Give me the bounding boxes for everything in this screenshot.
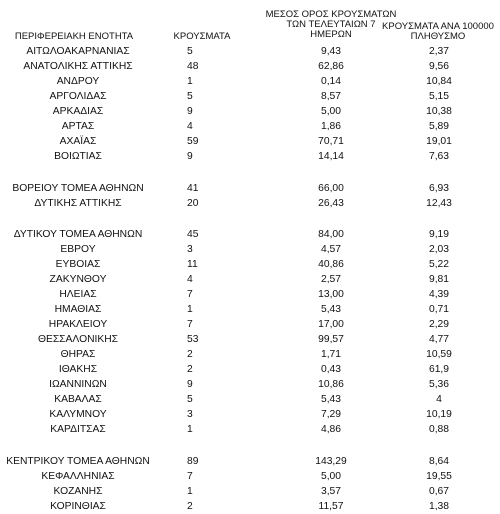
cell-7day-average: 0,14 — [320, 76, 342, 87]
cell-per-100k: 2,03 — [428, 244, 450, 255]
table-row — [0, 332, 500, 347]
table-row — [0, 149, 500, 164]
cell-region: ΑΙΤΩΛΟΑΚΑΡΝΑΝΙΑΣ — [26, 46, 130, 57]
table-row — [0, 44, 500, 59]
cell-cases: 5 — [187, 91, 193, 102]
cell-per-100k: 61,9 — [428, 364, 450, 375]
cell-per-100k: 0,71 — [428, 304, 450, 315]
table-row — [0, 454, 500, 469]
table-row — [0, 302, 500, 317]
cell-cases: 1 — [187, 76, 193, 87]
cell-cases: 9 — [187, 379, 193, 390]
cell-cases: 53 — [187, 334, 199, 345]
cell-region: ΑΡΚΑΔΙΑΣ — [52, 106, 104, 117]
table-row — [0, 104, 500, 119]
header-avg-line-2: ΤΩΝ ΤΕΛΕΥΤΑΙΩΝ 7 — [286, 19, 376, 30]
cell-7day-average: 66,00 — [318, 182, 344, 194]
cell-region: ΕΥΒΟΙΑΣ — [55, 259, 101, 270]
cell-cases: 41 — [187, 182, 199, 194]
table-row — [0, 377, 500, 392]
table-row — [0, 347, 500, 362]
cell-7day-average: 13,00 — [318, 289, 344, 300]
table-row — [0, 484, 500, 499]
cell-per-100k: 0,88 — [428, 424, 450, 435]
cell-cases: 5 — [187, 46, 193, 57]
cell-7day-average: 2,57 — [320, 274, 342, 285]
cell-cases: 2 — [187, 500, 193, 512]
cell-cases: 7 — [187, 319, 193, 330]
table-row — [0, 119, 500, 134]
cell-cases: 7 — [187, 289, 193, 300]
cell-cases: 20 — [187, 197, 199, 209]
cell-region: ΚΕΦΑΛΛΗΝΙΑΣ — [41, 470, 115, 482]
cell-region: ΚΑΒΑΛΑΣ — [54, 394, 102, 405]
cell-per-100k: 19,01 — [426, 136, 452, 147]
table-row — [0, 242, 500, 257]
cell-region: ΒΟΡΕΙΟΥ ΤΟΜΕΑ ΑΘΗΝΩΝ — [12, 182, 144, 194]
table-row — [0, 89, 500, 104]
cell-region: ΚΟΡΙΝΘΙΑΣ — [50, 500, 106, 512]
cell-region: ΔΥΤΙΚΟΥ ΤΟΜΕΑ ΑΘΗΝΩΝ — [13, 229, 143, 240]
table-row — [0, 74, 500, 89]
cell-per-100k: 2,37 — [428, 46, 450, 57]
header-avg-line-1: ΜΕΣΟΣ ΟΡΟΣ ΚΡΟΥΣΜΑΤΩΝ — [265, 9, 397, 20]
cell-7day-average: 14,14 — [318, 151, 344, 162]
cell-region: ΚΟΖΑΝΗΣ — [53, 485, 103, 497]
header-per-100k — [372, 22, 500, 42]
cell-region: ΙΘΑΚΗΣ — [58, 364, 98, 375]
cell-region: ΚΑΛΥΜΝΟΥ — [49, 409, 107, 420]
header-cases — [152, 32, 252, 42]
table-row — [0, 469, 500, 484]
cell-per-100k: 10,38 — [426, 106, 452, 117]
cell-7day-average: 26,43 — [318, 197, 344, 209]
cell-7day-average: 40,86 — [318, 259, 344, 270]
cell-cases: 3 — [187, 409, 193, 420]
cell-7day-average: 5,43 — [320, 304, 342, 315]
table-row — [0, 422, 500, 437]
cell-cases: 1 — [187, 424, 193, 435]
cell-7day-average: 9,43 — [320, 46, 342, 57]
cell-per-100k: 10,19 — [426, 409, 452, 420]
cell-per-100k: 10,84 — [426, 76, 452, 87]
header-per100k-line-1: ΚΡΟΥΣΜΑΤΑ ΑΝΑ 100000 — [382, 21, 494, 32]
table-row — [0, 392, 500, 407]
cell-region: ΖΑΚΥΝΘΟΥ — [49, 274, 107, 285]
table-row — [0, 134, 500, 149]
cell-region: ΑΡΓΟΛΙΔΑΣ — [49, 91, 107, 102]
cell-per-100k: 5,15 — [428, 91, 450, 102]
cell-region: ΑΝΔΡΟΥ — [56, 76, 100, 87]
cell-per-100k: 12,43 — [426, 197, 452, 209]
cell-7day-average: 17,00 — [318, 319, 344, 330]
table-row — [0, 407, 500, 422]
cell-per-100k: 1,38 — [428, 500, 450, 512]
cell-7day-average: 5,00 — [320, 106, 342, 117]
cell-7day-average: 0,43 — [320, 364, 342, 375]
cell-cases: 89 — [187, 455, 199, 467]
table-row — [0, 362, 500, 377]
cell-region: ΗΡΑΚΛΕΙΟΥ — [48, 319, 108, 330]
cell-per-100k: 0,67 — [428, 485, 450, 497]
table-header — [0, 2, 500, 46]
cell-per-100k: 6,93 — [428, 182, 450, 194]
cell-7day-average: 84,00 — [318, 229, 344, 240]
cell-7day-average: 10,86 — [318, 379, 344, 390]
cell-cases: 5 — [187, 394, 193, 405]
table-row — [0, 181, 500, 196]
cell-7day-average: 143,29 — [315, 455, 347, 467]
header-region — [2, 32, 146, 42]
cell-7day-average: 11,57 — [318, 500, 344, 512]
table-row — [0, 499, 500, 514]
cell-7day-average: 70,71 — [318, 136, 344, 147]
cell-cases: 48 — [187, 61, 199, 72]
cell-7day-average: 99,57 — [318, 334, 344, 345]
header-avg-line-3: ΗΜΕΡΩΝ — [310, 29, 352, 40]
table-row — [0, 272, 500, 287]
cell-cases: 4 — [187, 274, 193, 285]
cell-7day-average: 1,86 — [320, 121, 342, 132]
cell-7day-average: 5,00 — [320, 470, 342, 482]
cell-region: ΚΕΝΤΡΙΚΟΥ ΤΟΜΕΑ ΑΘΗΝΩΝ — [6, 455, 150, 467]
cell-per-100k: 2,29 — [428, 319, 450, 330]
cell-per-100k: 5,36 — [428, 379, 450, 390]
cell-cases: 45 — [187, 229, 199, 240]
cell-region: ΔΥΤΙΚΗΣ ΑΤΤΙΚΗΣ — [34, 197, 122, 209]
cell-region: ΗΛΕΙΑΣ — [59, 289, 97, 300]
cell-7day-average: 7,29 — [320, 409, 342, 420]
header-cases-label: ΚΡΟΥΣΜΑΤΑ — [173, 31, 231, 42]
cell-cases: 11 — [187, 259, 198, 270]
table-row — [0, 287, 500, 302]
cell-per-100k: 19,55 — [426, 470, 452, 482]
cell-cases: 59 — [187, 136, 199, 147]
cell-per-100k: 9,56 — [428, 61, 450, 72]
table-row — [0, 227, 500, 242]
cell-region: ΚΑΡΔΙΤΣΑΣ — [50, 424, 106, 435]
cell-region: ΕΒΡΟΥ — [60, 244, 96, 255]
header-region-label: ΠΕΡΙΦΕΡΕΙΑΚΗ ΕΝΟΤΗΤΑ — [14, 31, 134, 42]
cell-7day-average: 3,57 — [320, 485, 342, 497]
cell-per-100k: 5,22 — [428, 259, 450, 270]
cell-region: ΗΜΑΘΙΑΣ — [54, 304, 102, 315]
cell-cases: 2 — [187, 364, 193, 375]
group-spacer — [0, 211, 500, 228]
cell-cases: 1 — [187, 304, 193, 315]
cell-per-100k: 7,63 — [428, 151, 450, 162]
cell-cases: 9 — [187, 106, 193, 117]
cell-per-100k: 10,59 — [426, 349, 452, 360]
cell-7day-average: 5,43 — [320, 394, 342, 405]
cell-7day-average: 62,86 — [318, 61, 344, 72]
cell-per-100k: 4,39 — [428, 289, 450, 300]
cell-region: ΘΗΡΑΣ — [60, 349, 96, 360]
table-row — [0, 317, 500, 332]
cell-per-100k: 9,81 — [428, 274, 450, 285]
cell-7day-average: 4,57 — [320, 244, 342, 255]
cell-region: ΘΕΣΣΑΛΟΝΙΚΗΣ — [37, 334, 119, 345]
cell-region: ΑΝΑΤΟΛΙΚΗΣ ΑΤΤΙΚΗΣ — [23, 61, 133, 72]
cell-per-100k: 4,77 — [428, 334, 450, 345]
cell-region: ΙΩΑΝΝΙΝΩΝ — [49, 379, 107, 390]
cell-per-100k: 4 — [436, 394, 442, 405]
cell-cases: 7 — [187, 470, 193, 482]
cell-cases: 4 — [187, 121, 193, 132]
cell-cases: 2 — [187, 349, 193, 360]
cell-region: ΑΧΑΪΑΣ — [59, 136, 97, 147]
cell-per-100k: 8,64 — [428, 455, 450, 467]
group-spacer — [0, 437, 500, 454]
table-row — [0, 257, 500, 272]
cell-cases: 9 — [187, 151, 193, 162]
cell-region: ΒΟΙΩΤΙΑΣ — [54, 151, 102, 162]
table-row — [0, 196, 500, 211]
cell-cases: 1 — [187, 485, 193, 497]
cell-per-100k: 9,19 — [428, 229, 450, 240]
cell-region: ΑΡΤΑΣ — [61, 121, 95, 132]
cell-7day-average: 4,86 — [320, 424, 342, 435]
cell-7day-average: 8,57 — [320, 91, 342, 102]
cell-cases: 3 — [187, 244, 193, 255]
cell-per-100k: 5,89 — [428, 121, 450, 132]
group-spacer — [0, 164, 500, 181]
table-row — [0, 59, 500, 74]
header-per100k-line-2: ΠΛΗΘΥΣΜΟ — [410, 31, 466, 42]
cell-7day-average: 1,71 — [320, 349, 342, 360]
table-body — [0, 44, 500, 514]
